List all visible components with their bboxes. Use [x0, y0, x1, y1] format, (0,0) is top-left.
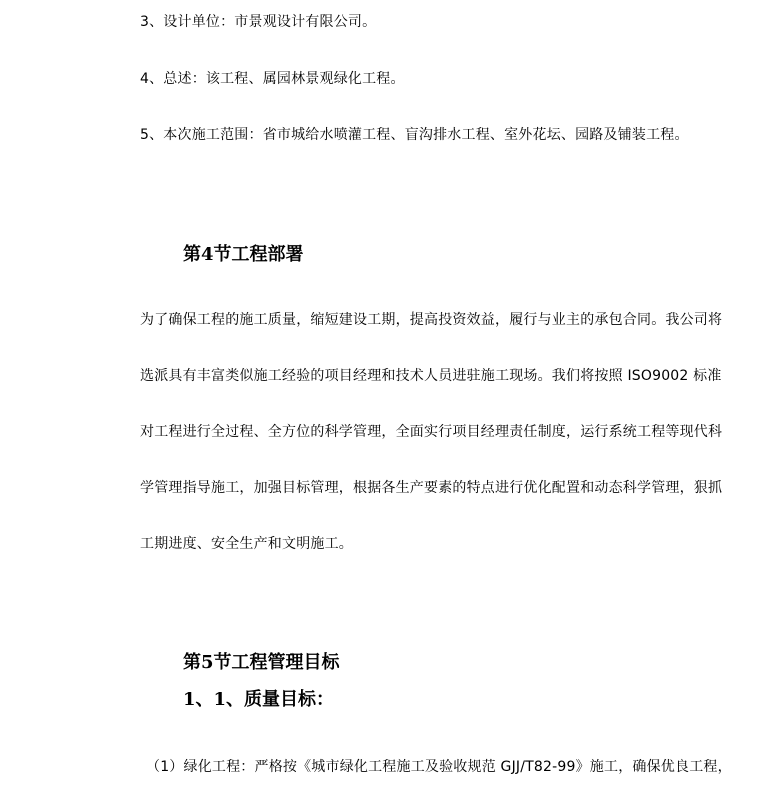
- overview-item-5: 5、本次施工范围：省市城给水喷灌工程、盲沟排水工程、室外花坛、园路及铺装工程。: [140, 127, 689, 143]
- section-4-paragraph-line-3: 对工程进行全过程、全方位的科学管理，全面实行项目经理责任制度，运行系统工程等现代科: [140, 424, 723, 440]
- section-4-paragraph-line-1: 为了确保工程的施工质量，缩短建设工期，提高投资效益，履行与业主的承包合同。我公司将: [140, 312, 723, 328]
- section-5-heading: 第5节工程管理目标: [183, 652, 340, 673]
- quality-goal-subheading: 1、1、质量目标：: [183, 689, 335, 710]
- section-4-heading: 第4节工程部署: [183, 244, 304, 265]
- section-4-paragraph-line-5: 工期进度、安全生产和文明施工。: [140, 536, 353, 552]
- section-4-paragraph-line-2: 选派具有丰富类似施工经验的项目经理和技术人员进驻施工现场。我们将按照 ISO9002 标准: [140, 368, 722, 384]
- section-4-paragraph-line-4: 学管理指导施工，加强目标管理，根据各生产要素的特点进行优化配置和动态科学管理，狠抓: [140, 480, 723, 496]
- overview-item-4: 4、总述：该工程、属园林景观绿化工程。: [140, 71, 405, 87]
- greening-project-item: （1）绿化工程：严格按《城市绿化工程施工及验收规范 GJJ/T82-99》施工，确保优良工程，: [146, 759, 732, 775]
- overview-item-3: 3、设计单位：市景观设计有限公司。: [140, 14, 377, 30]
